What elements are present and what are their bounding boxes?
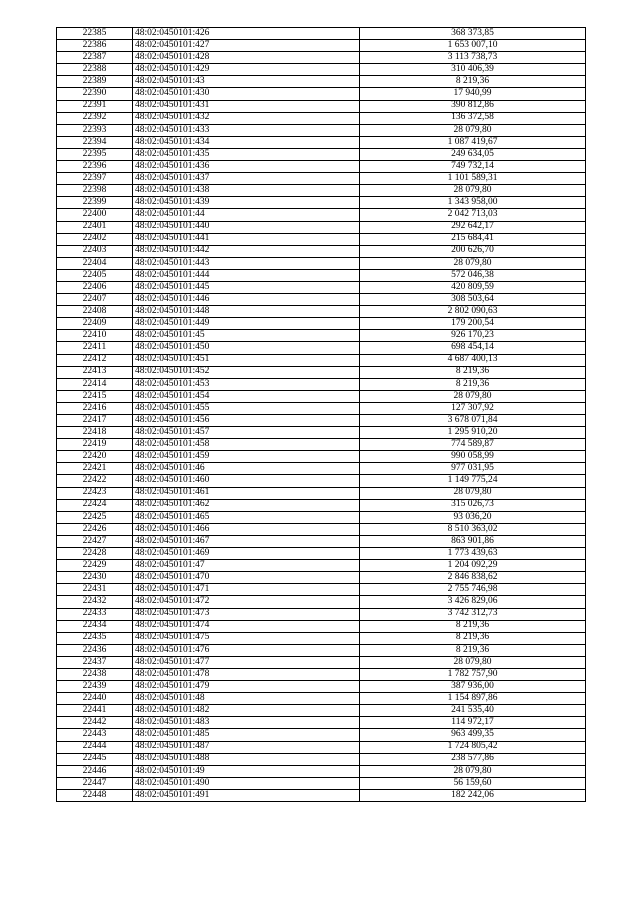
row-number-cell: 22393	[57, 124, 133, 136]
cadastral-value-cell: 28 079,80	[360, 185, 586, 197]
cadastral-value-cell: 420 809,59	[360, 281, 586, 293]
row-number-cell: 22423	[57, 487, 133, 499]
table-row	[57, 668, 586, 680]
table-row	[57, 88, 586, 100]
table-row	[57, 535, 586, 547]
cadastral-value-cell: 1 782 757,90	[360, 668, 586, 680]
cadastral-value-cell: 4 687 400,13	[360, 354, 586, 366]
cadastral-value-cell: 926 170,23	[360, 330, 586, 342]
cadastral-number-cell: 48:02:0450101:437	[133, 173, 360, 185]
cadastral-value-cell: 93 036,20	[360, 511, 586, 523]
cadastral-value-cell: 28 079,80	[360, 257, 586, 269]
cadastral-number-cell: 48:02:0450101:482	[133, 705, 360, 717]
table-row	[57, 40, 586, 52]
table-row	[57, 52, 586, 64]
cadastral-value-cell: 114 972,17	[360, 717, 586, 729]
cadastral-value-cell: 1 295 910,20	[360, 427, 586, 439]
row-number-cell: 22443	[57, 729, 133, 741]
table-row	[57, 245, 586, 257]
table-row	[57, 511, 586, 523]
table-row	[57, 269, 586, 281]
row-number-cell: 22446	[57, 765, 133, 777]
table-row	[57, 656, 586, 668]
row-number-cell: 22422	[57, 475, 133, 487]
row-number-cell: 22419	[57, 439, 133, 451]
table-row	[57, 765, 586, 777]
cadastral-value-cell: 182 242,06	[360, 789, 586, 801]
cadastral-value-cell: 2 802 090,63	[360, 306, 586, 318]
cadastral-value-cell: 977 031,95	[360, 463, 586, 475]
row-number-cell: 22415	[57, 390, 133, 402]
row-number-cell: 22417	[57, 415, 133, 427]
cadastral-value-cell: 310 406,39	[360, 64, 586, 76]
row-number-cell: 22410	[57, 330, 133, 342]
row-number-cell: 22390	[57, 88, 133, 100]
row-number-cell: 22409	[57, 318, 133, 330]
row-number-cell: 22434	[57, 620, 133, 632]
table-row	[57, 64, 586, 76]
cadastral-value-cell: 3 678 071,84	[360, 415, 586, 427]
table-row	[57, 173, 586, 185]
row-number-cell: 22398	[57, 185, 133, 197]
cadastral-number-cell: 48:02:0450101:462	[133, 499, 360, 511]
cadastral-number-cell: 48:02:0450101:435	[133, 148, 360, 160]
table-row	[57, 705, 586, 717]
cadastral-number-cell: 48:02:0450101:473	[133, 608, 360, 620]
cadastral-value-cell: 963 499,35	[360, 729, 586, 741]
row-number-cell: 22403	[57, 245, 133, 257]
cadastral-value-cell: 1 204 092,29	[360, 560, 586, 572]
cadastral-value-cell: 1 154 897,86	[360, 693, 586, 705]
cadastral-number-cell: 48:02:0450101:478	[133, 668, 360, 680]
cadastral-value-cell: 3 113 738,73	[360, 52, 586, 64]
cadastral-value-cell: 179 200,54	[360, 318, 586, 330]
cadastral-value-cell: 8 219,36	[360, 378, 586, 390]
cadastral-value-cell: 28 079,80	[360, 124, 586, 136]
cadastral-value-cell: 8 219,36	[360, 644, 586, 656]
cadastral-number-cell: 48:02:0450101:450	[133, 342, 360, 354]
cadastral-number-cell: 48:02:0450101:460	[133, 475, 360, 487]
cadastral-number-cell: 48:02:0450101:483	[133, 717, 360, 729]
row-number-cell: 22404	[57, 257, 133, 269]
row-number-cell: 22428	[57, 548, 133, 560]
row-number-cell: 22402	[57, 233, 133, 245]
cadastral-number-cell: 48:02:0450101:432	[133, 112, 360, 124]
row-number-cell: 22416	[57, 402, 133, 414]
table-row	[57, 306, 586, 318]
cadastral-value-cell: 8 219,36	[360, 632, 586, 644]
cadastral-value-cell: 28 079,80	[360, 487, 586, 499]
cadastral-value-cell: 774 589,87	[360, 439, 586, 451]
row-number-cell: 22395	[57, 148, 133, 160]
cadastral-value-cell: 3 426 829,06	[360, 596, 586, 608]
cadastral-number-cell: 48:02:0450101:472	[133, 596, 360, 608]
cadastral-number-cell: 48:02:0450101:436	[133, 161, 360, 173]
table-row	[57, 136, 586, 148]
cadastral-number-cell: 48:02:0450101:433	[133, 124, 360, 136]
cadastral-number-cell: 48:02:0450101:431	[133, 100, 360, 112]
table-row	[57, 342, 586, 354]
cadastral-value-table	[56, 27, 586, 802]
table-row	[57, 161, 586, 173]
cadastral-number-cell: 48:02:0450101:49	[133, 765, 360, 777]
cadastral-number-cell: 48:02:0450101:471	[133, 584, 360, 596]
cadastral-value-cell: 28 079,80	[360, 765, 586, 777]
row-number-cell: 22439	[57, 681, 133, 693]
table-row	[57, 366, 586, 378]
cadastral-value-cell: 387 936,00	[360, 681, 586, 693]
table-row	[57, 233, 586, 245]
cadastral-value-cell: 215 684,41	[360, 233, 586, 245]
cadastral-number-cell: 48:02:0450101:455	[133, 402, 360, 414]
cadastral-number-cell: 48:02:0450101:43	[133, 76, 360, 88]
cadastral-value-cell: 8 219,36	[360, 620, 586, 632]
cadastral-number-cell: 48:02:0450101:45	[133, 330, 360, 342]
table-row	[57, 427, 586, 439]
cadastral-value-cell: 1 149 775,24	[360, 475, 586, 487]
cadastral-number-cell: 48:02:0450101:467	[133, 535, 360, 547]
table-row	[57, 681, 586, 693]
row-number-cell: 22429	[57, 560, 133, 572]
table-row	[57, 463, 586, 475]
cadastral-value-cell: 8 510 363,02	[360, 523, 586, 535]
cadastral-number-cell: 48:02:0450101:439	[133, 197, 360, 209]
cadastral-value-cell: 200 626,70	[360, 245, 586, 257]
table-row	[57, 693, 586, 705]
table-row	[57, 560, 586, 572]
cadastral-number-cell: 48:02:0450101:469	[133, 548, 360, 560]
table-row	[57, 294, 586, 306]
cadastral-value-cell: 1 101 589,31	[360, 173, 586, 185]
table-row	[57, 439, 586, 451]
cadastral-number-cell: 48:02:0450101:434	[133, 136, 360, 148]
table-row	[57, 475, 586, 487]
cadastral-number-cell: 48:02:0450101:428	[133, 52, 360, 64]
cadastral-number-cell: 48:02:0450101:491	[133, 789, 360, 801]
cadastral-number-cell: 48:02:0450101:461	[133, 487, 360, 499]
cadastral-number-cell: 48:02:0450101:448	[133, 306, 360, 318]
row-number-cell: 22392	[57, 112, 133, 124]
cadastral-value-cell: 1 773 439,63	[360, 548, 586, 560]
cadastral-number-cell: 48:02:0450101:457	[133, 427, 360, 439]
row-number-cell: 22432	[57, 596, 133, 608]
table-row	[57, 330, 586, 342]
cadastral-number-cell: 48:02:0450101:48	[133, 693, 360, 705]
cadastral-value-cell: 292 642,17	[360, 221, 586, 233]
row-number-cell: 22421	[57, 463, 133, 475]
table-row	[57, 451, 586, 463]
cadastral-value-cell: 241 535,40	[360, 705, 586, 717]
row-number-cell: 22405	[57, 269, 133, 281]
cadastral-value-cell: 2 042 713,03	[360, 209, 586, 221]
cadastral-number-cell: 48:02:0450101:443	[133, 257, 360, 269]
table-row	[57, 620, 586, 632]
cadastral-number-cell: 48:02:0450101:453	[133, 378, 360, 390]
table-row	[57, 185, 586, 197]
row-number-cell: 22441	[57, 705, 133, 717]
cadastral-number-cell: 48:02:0450101:444	[133, 269, 360, 281]
row-number-cell: 22386	[57, 40, 133, 52]
cadastral-number-cell: 48:02:0450101:442	[133, 245, 360, 257]
cadastral-number-cell: 48:02:0450101:476	[133, 644, 360, 656]
cadastral-number-cell: 48:02:0450101:446	[133, 294, 360, 306]
table-row	[57, 378, 586, 390]
cadastral-number-cell: 48:02:0450101:458	[133, 439, 360, 451]
row-number-cell: 22388	[57, 64, 133, 76]
cadastral-number-cell: 48:02:0450101:479	[133, 681, 360, 693]
row-number-cell: 22400	[57, 209, 133, 221]
cadastral-number-cell: 48:02:0450101:438	[133, 185, 360, 197]
row-number-cell: 22430	[57, 572, 133, 584]
table-row	[57, 415, 586, 427]
cadastral-number-cell: 48:02:0450101:427	[133, 40, 360, 52]
cadastral-value-cell: 2 846 838,62	[360, 572, 586, 584]
cadastral-value-cell: 28 079,80	[360, 390, 586, 402]
cadastral-value-cell: 2 755 746,98	[360, 584, 586, 596]
table-row	[57, 257, 586, 269]
table-row	[57, 100, 586, 112]
cadastral-value-cell: 1 724 805,42	[360, 741, 586, 753]
row-number-cell: 22408	[57, 306, 133, 318]
table-row	[57, 632, 586, 644]
cadastral-value-cell: 249 634,05	[360, 148, 586, 160]
table-body	[57, 28, 586, 802]
row-number-cell: 22414	[57, 378, 133, 390]
row-number-cell: 22431	[57, 584, 133, 596]
row-number-cell: 22433	[57, 608, 133, 620]
cadastral-number-cell: 48:02:0450101:477	[133, 656, 360, 668]
row-number-cell: 22394	[57, 136, 133, 148]
cadastral-number-cell: 48:02:0450101:475	[133, 632, 360, 644]
cadastral-value-cell: 28 079,80	[360, 656, 586, 668]
table-row	[57, 729, 586, 741]
cadastral-number-cell: 48:02:0450101:445	[133, 281, 360, 293]
table-row	[57, 584, 586, 596]
row-number-cell: 22411	[57, 342, 133, 354]
row-number-cell: 22424	[57, 499, 133, 511]
table-row	[57, 76, 586, 88]
table-row	[57, 112, 586, 124]
cadastral-value-cell: 990 058,99	[360, 451, 586, 463]
cadastral-number-cell: 48:02:0450101:488	[133, 753, 360, 765]
table-row	[57, 318, 586, 330]
table-row	[57, 777, 586, 789]
row-number-cell: 22425	[57, 511, 133, 523]
cadastral-number-cell: 48:02:0450101:474	[133, 620, 360, 632]
table-row	[57, 548, 586, 560]
row-number-cell: 22426	[57, 523, 133, 535]
row-number-cell: 22406	[57, 281, 133, 293]
cadastral-number-cell: 48:02:0450101:430	[133, 88, 360, 100]
table-row	[57, 209, 586, 221]
cadastral-number-cell: 48:02:0450101:487	[133, 741, 360, 753]
row-number-cell: 22396	[57, 161, 133, 173]
cadastral-number-cell: 48:02:0450101:426	[133, 28, 360, 40]
row-number-cell: 22436	[57, 644, 133, 656]
row-number-cell: 22387	[57, 52, 133, 64]
row-number-cell: 22397	[57, 173, 133, 185]
table-row	[57, 197, 586, 209]
table-row	[57, 608, 586, 620]
cadastral-number-cell: 48:02:0450101:46	[133, 463, 360, 475]
row-number-cell: 22442	[57, 717, 133, 729]
row-number-cell: 22438	[57, 668, 133, 680]
cadastral-number-cell: 48:02:0450101:452	[133, 366, 360, 378]
table-row	[57, 390, 586, 402]
table-row	[57, 487, 586, 499]
row-number-cell: 22401	[57, 221, 133, 233]
cadastral-value-cell: 308 503,64	[360, 294, 586, 306]
table-row	[57, 523, 586, 535]
cadastral-number-cell: 48:02:0450101:459	[133, 451, 360, 463]
row-number-cell: 22447	[57, 777, 133, 789]
row-number-cell: 22448	[57, 789, 133, 801]
table-row	[57, 148, 586, 160]
row-number-cell: 22389	[57, 76, 133, 88]
table-row	[57, 28, 586, 40]
cadastral-number-cell: 48:02:0450101:429	[133, 64, 360, 76]
cadastral-number-cell: 48:02:0450101:441	[133, 233, 360, 245]
row-number-cell: 22445	[57, 753, 133, 765]
cadastral-value-cell: 8 219,36	[360, 76, 586, 88]
cadastral-value-cell: 315 026,73	[360, 499, 586, 511]
cadastral-number-cell: 48:02:0450101:470	[133, 572, 360, 584]
cadastral-value-cell: 56 159,60	[360, 777, 586, 789]
cadastral-number-cell: 48:02:0450101:440	[133, 221, 360, 233]
cadastral-number-cell: 48:02:0450101:465	[133, 511, 360, 523]
cadastral-value-cell: 17 940,99	[360, 88, 586, 100]
cadastral-value-cell: 572 046,38	[360, 269, 586, 281]
cadastral-value-cell: 390 812,86	[360, 100, 586, 112]
table-row	[57, 753, 586, 765]
cadastral-value-cell: 1 653 007,10	[360, 40, 586, 52]
row-number-cell: 22399	[57, 197, 133, 209]
row-number-cell: 22413	[57, 366, 133, 378]
table-row	[57, 124, 586, 136]
table-row	[57, 741, 586, 753]
row-number-cell: 22437	[57, 656, 133, 668]
cadastral-number-cell: 48:02:0450101:454	[133, 390, 360, 402]
row-number-cell: 22444	[57, 741, 133, 753]
cadastral-value-cell: 698 454,14	[360, 342, 586, 354]
row-number-cell: 22412	[57, 354, 133, 366]
table-row	[57, 281, 586, 293]
table-row	[57, 789, 586, 801]
cadastral-value-cell: 1 343 958,00	[360, 197, 586, 209]
cadastral-value-cell: 238 577,86	[360, 753, 586, 765]
cadastral-number-cell: 48:02:0450101:449	[133, 318, 360, 330]
table-row	[57, 717, 586, 729]
table-row	[57, 572, 586, 584]
row-number-cell: 22385	[57, 28, 133, 40]
row-number-cell: 22391	[57, 100, 133, 112]
cadastral-number-cell: 48:02:0450101:47	[133, 560, 360, 572]
row-number-cell: 22427	[57, 535, 133, 547]
row-number-cell: 22420	[57, 451, 133, 463]
cadastral-value-cell: 863 901,86	[360, 535, 586, 547]
table-row	[57, 354, 586, 366]
table-row	[57, 644, 586, 656]
cadastral-value-cell: 368 373,85	[360, 28, 586, 40]
cadastral-value-cell: 1 087 419,67	[360, 136, 586, 148]
cadastral-number-cell: 48:02:0450101:456	[133, 415, 360, 427]
row-number-cell: 22418	[57, 427, 133, 439]
cadastral-value-cell: 136 372,58	[360, 112, 586, 124]
table-row	[57, 596, 586, 608]
cadastral-number-cell: 48:02:0450101:490	[133, 777, 360, 789]
row-number-cell: 22435	[57, 632, 133, 644]
cadastral-value-cell: 749 732,14	[360, 161, 586, 173]
row-number-cell: 22407	[57, 294, 133, 306]
cadastral-value-cell: 127 307,92	[360, 402, 586, 414]
cadastral-number-cell: 48:02:0450101:485	[133, 729, 360, 741]
cadastral-number-cell: 48:02:0450101:451	[133, 354, 360, 366]
row-number-cell: 22440	[57, 693, 133, 705]
table-row	[57, 402, 586, 414]
cadastral-value-cell: 8 219,36	[360, 366, 586, 378]
cadastral-value-cell: 3 742 312,73	[360, 608, 586, 620]
table-row	[57, 499, 586, 511]
cadastral-number-cell: 48:02:0450101:44	[133, 209, 360, 221]
table-row	[57, 221, 586, 233]
cadastral-number-cell: 48:02:0450101:466	[133, 523, 360, 535]
